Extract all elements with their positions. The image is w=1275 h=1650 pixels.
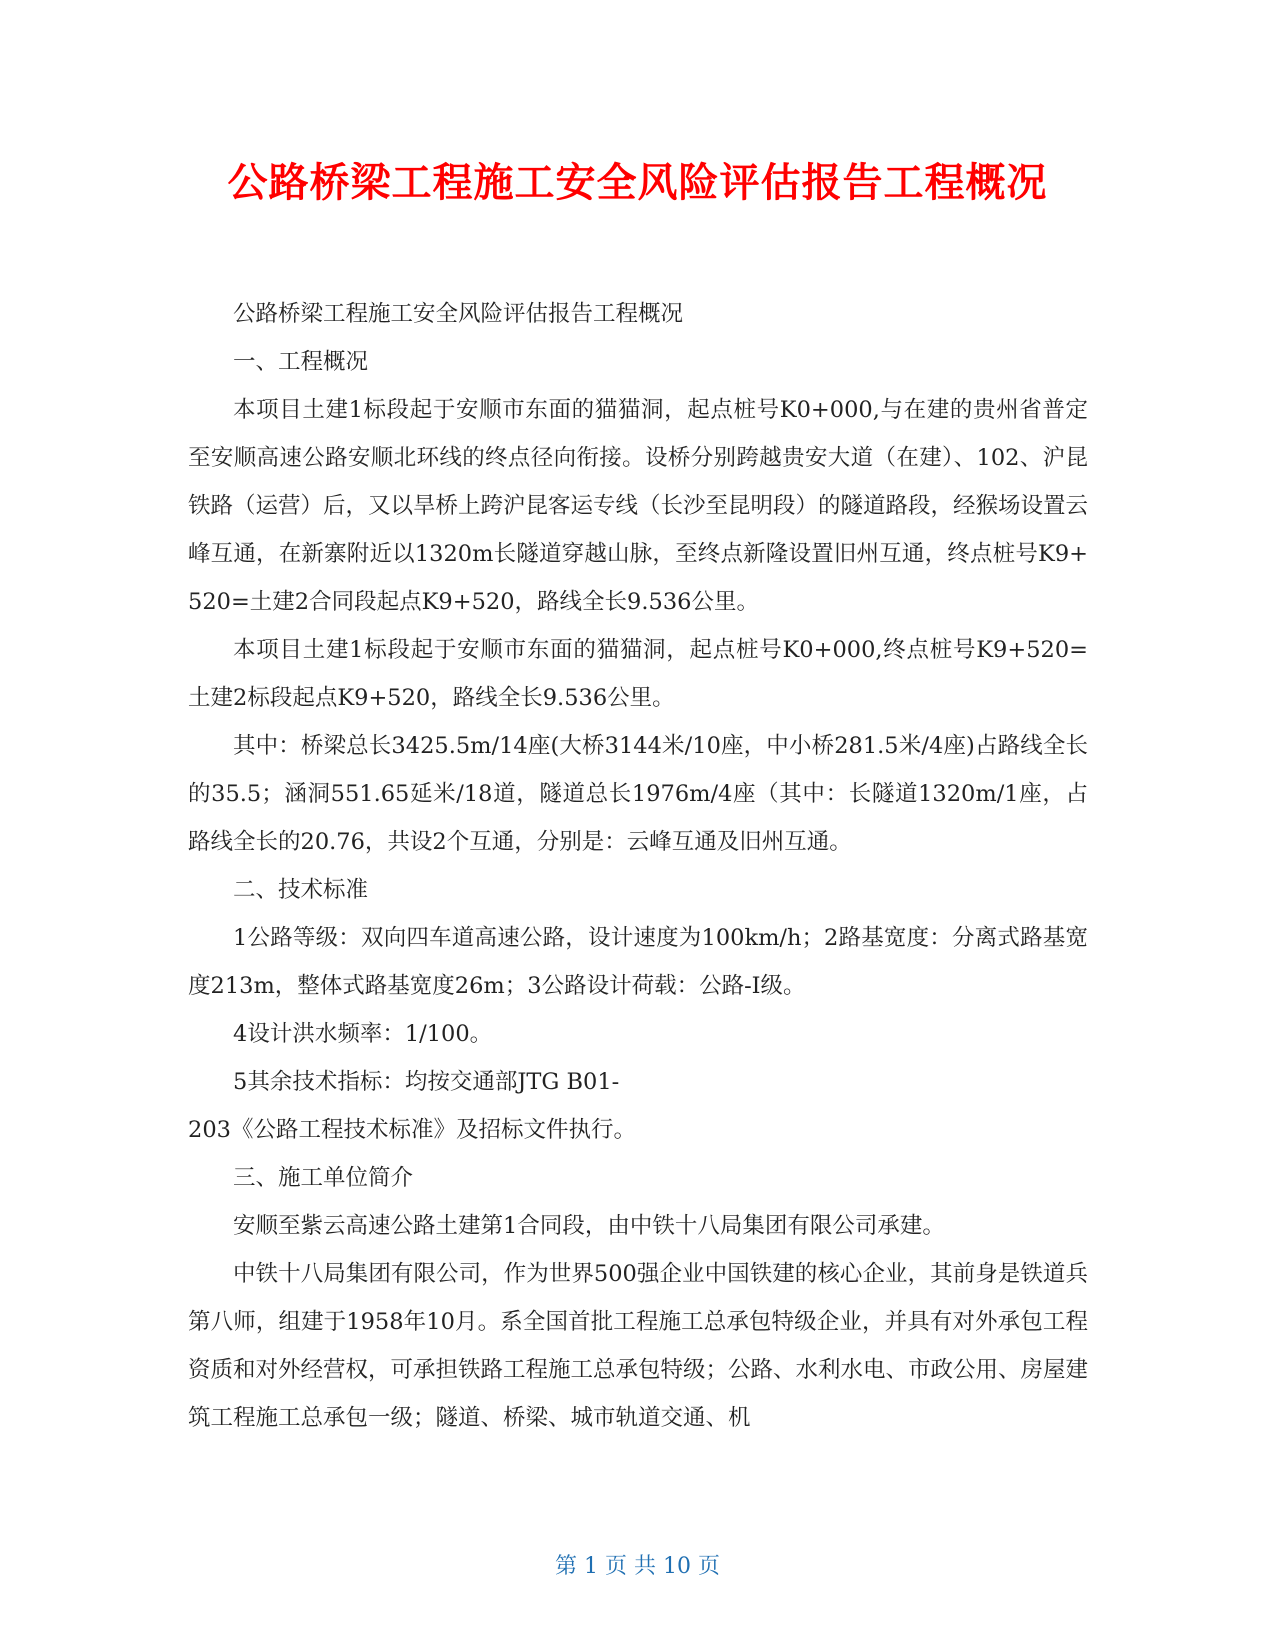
- section-heading: 一、工程概况: [233, 349, 369, 375]
- paragraph: 其中：桥梁总长3425.5m/14座(大桥3144米/10座，中小桥281.5米/4座)占路线全长的35.5；涵洞551.65延米/18道，隧道总长1976m/4座（其中：长隧道1320m/1座，占路线全长的20.76，共设2个互通，分别是：云峰互通及旧州互通。: [188, 733, 1088, 855]
- document-body: [188, 290, 1088, 1442]
- paragraph: 4设计洪水频率：1/100。: [233, 1021, 493, 1047]
- paragraph: 本项目土建1标段起于安顺市东面的猫猫洞，起点桩号K0+000,终点桩号K9+520=土建2标段起点K9+520，路线全长9.536公里。: [188, 637, 1088, 711]
- page-number-footer: 第 1 页 共 10 页: [555, 1554, 720, 1579]
- paragraph: 安顺至紫云高速公路土建第1合同段，由中铁十八局集团有限公司承建。: [233, 1213, 945, 1239]
- paragraph: 5其余技术指标：均按交通部JTG B01-: [233, 1069, 620, 1095]
- section-heading: 三、施工单位简介: [233, 1165, 414, 1191]
- document-title: 公路桥梁工程施工安全风险评估报告工程概况: [227, 160, 1048, 206]
- section-heading: 二、技术标准: [233, 877, 369, 903]
- paragraph: 1公路等级：双向四车道高速公路，设计速度为100km/h；2路基宽度：分离式路基宽度213m，整体式路基宽度26m；3公路设计荷载：公路-I级。: [188, 925, 1088, 999]
- paragraph-continuation: 203《公路工程技术标准》及招标文件执行。: [188, 1117, 636, 1143]
- paragraph: 本项目土建1标段起于安顺市东面的猫猫洞，起点桩号K0+000,与在建的贵州省普定至安顺高速公路安顺北环线的终点径向衔接。设桥分别跨越贵安大道（在建）、102、沪昆铁路（运营）后，又以旱桥上跨沪昆客运专线（长沙至昆明段）的隧道路段，经猴场设置云峰互通，在新寨附近以1320m长隧道穿越山脉，至终点新隆设置旧州互通，终点桩号K9+520=土建2合同段起点K9+520，路线全长9.536公里。: [188, 397, 1089, 615]
- paragraph-subtitle: 公路桥梁工程施工安全风险评估报告工程概况: [233, 301, 684, 327]
- paragraph: 中铁十八局集团有限公司，作为世界500强企业中国铁建的核心企业，其前身是铁道兵第八师，组建于1958年10月。系全国首批工程施工总承包特级企业，并具有对外承包工程资质和对外经营权，可承担铁路工程施工总承包特级；公路、水利水电、市政公用、房屋建筑工程施工总承包一级；隧道、桥梁、城市轨道交通、机: [188, 1261, 1089, 1431]
